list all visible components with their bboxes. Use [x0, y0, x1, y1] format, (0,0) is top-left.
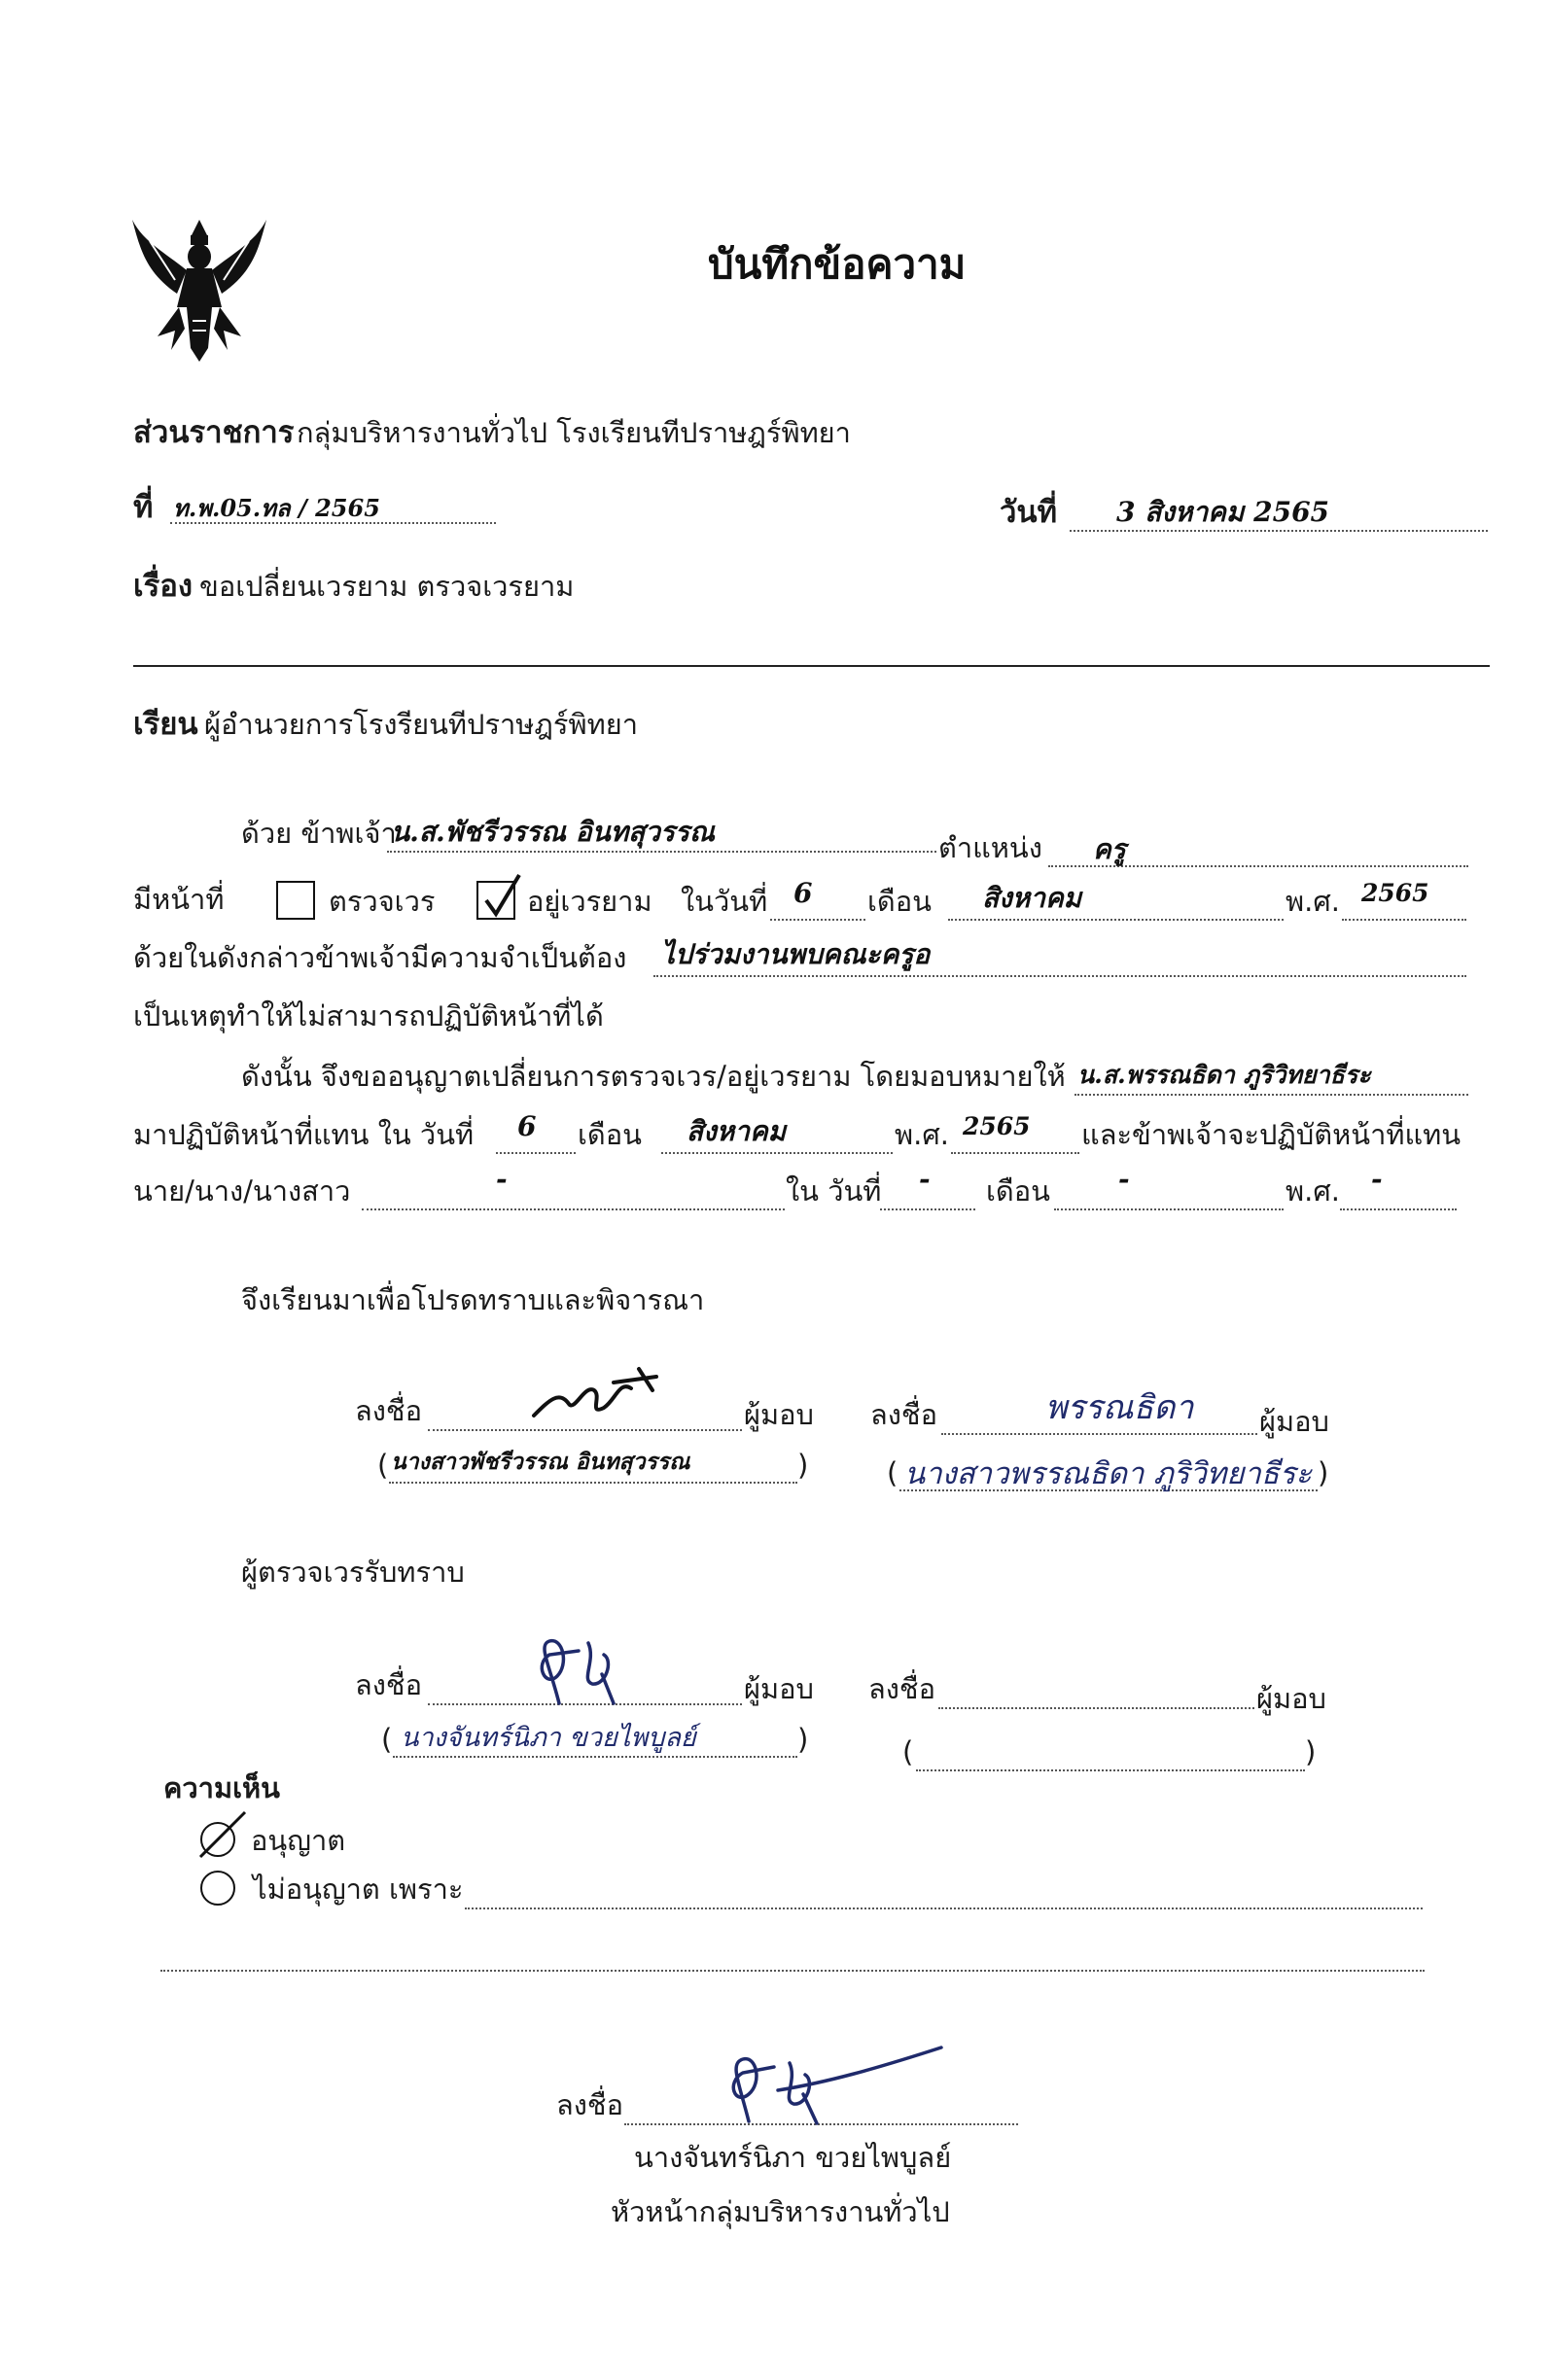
- body-l1-pos-value: ครู: [1093, 833, 1126, 865]
- body-l7-year-label: พ.ศ.: [1286, 1174, 1340, 1208]
- garuda-emblem: [128, 212, 270, 368]
- date-value: 3 สิงหาคม 2565: [1116, 496, 1330, 528]
- approve-mark-icon: [191, 1808, 251, 1863]
- check-duty-label: อยู่เวรยาม: [527, 885, 652, 918]
- body-l7-day-label: ใน วันที่: [786, 1174, 882, 1208]
- body-l1-pos-label: ตำแหน่ง: [938, 831, 1042, 864]
- body-l6-year-dots: [951, 1152, 1079, 1154]
- closing-text: จึงเรียนมาเพื่อโปรดทราบและพิจารณา: [241, 1283, 705, 1316]
- sign-blank-close-paren: ): [1305, 1735, 1317, 1768]
- sign-inspector-name: นางจันทร์นิภา ขวยไพบูลย์: [401, 1723, 696, 1753]
- body-l7-name-dots: [362, 1208, 785, 1210]
- footer-sign-label: ลงชื่อ: [556, 2088, 624, 2121]
- body-l7-month-label: เดือน: [986, 1174, 1050, 1208]
- footer-position: หัวหน้ากลุ่มบริหารงานทั่วไป: [611, 2195, 950, 2228]
- doc-no-value: ท.พ.05.ทล / 2565: [173, 494, 380, 522]
- body-l3-reason: ไปร่วมงานพบคณะครูอ: [661, 938, 931, 970]
- body-l2-duty-label: มีหน้าที่: [133, 883, 225, 916]
- agency-label: ส่วนราชการ: [133, 415, 295, 450]
- body-l7-year-dots: [1340, 1208, 1457, 1210]
- body-l5-prefix: ดังนั้น จึงขออนุญาตเปลี่ยนการตรวจเวร/อยู่เวรยาม โดยมอบหมายให้: [241, 1060, 1066, 1093]
- deny-label: ไม่อนุญาต เพราะ: [253, 1872, 464, 1906]
- sign-left-name: นางสาวพัชรีวรรณ อินทสุวรรณ: [391, 1449, 690, 1475]
- sign-left-dots: [428, 1429, 742, 1431]
- sign-inspector-label: ลงชื่อ: [355, 1668, 423, 1701]
- body-l7-name: -: [496, 1163, 508, 1195]
- sign-left-label: ลงชื่อ: [355, 1394, 423, 1427]
- check-inspect-label: ตรวจเวร: [329, 885, 436, 918]
- body-l1-prefix: ด้วย ข้าพเจ้า: [241, 817, 397, 850]
- sign-inspector-giver-label: ผู้มอบ: [744, 1672, 814, 1705]
- sign-blank-name-dots: [916, 1769, 1305, 1771]
- sign-inspector-close-paren: ): [797, 1723, 809, 1756]
- addressee-label: เรียน: [133, 707, 198, 742]
- inspector-label: ผู้ตรวจเวรรับทราบ: [241, 1556, 465, 1589]
- addressee-value: ผู้อำนวยการโรงรียนทีปราษฎร์พิทยา: [204, 708, 638, 741]
- deny-reason-dots-2: [160, 1970, 1425, 1972]
- body-l6-day: 6: [517, 1110, 537, 1142]
- signature-left: [530, 1361, 661, 1429]
- sign-right-giver-label: ผู้มอบ: [1259, 1405, 1329, 1438]
- sign-right-signature: พรรณธิดา: [1045, 1388, 1194, 1427]
- body-l7-month-dots: [1054, 1208, 1284, 1210]
- body-l7-day: -: [919, 1163, 931, 1195]
- body-l2-day-value: 6: [793, 877, 813, 909]
- footer-name: นางจันทร์นิภา ขวยไพบูลย์: [634, 2141, 952, 2174]
- body-l3-prefix: ด้วยในดังกล่าวข้าพเจ้ามีความจำเป็นต้อง: [133, 941, 627, 974]
- body-l2-day-label: ในวันที่: [681, 885, 768, 918]
- sign-left-open-paren: (: [377, 1449, 389, 1482]
- body-l7-year: -: [1371, 1163, 1383, 1195]
- doc-no-label: ที่: [133, 490, 154, 525]
- body-l4: เป็นเหตุทำให้ไม่สามารถปฏิบัติหน้าที่ได้: [133, 999, 604, 1032]
- sign-right-label: ลงชื่อ: [870, 1398, 938, 1431]
- date-label: วันที่: [1000, 495, 1058, 530]
- body-l1-name: น.ส.พัชรีวรรณ อินทสุวรรณ: [391, 816, 716, 848]
- body-l5-name: น.ส.พรรณธิดา ภูริวิทยาธีระ: [1077, 1061, 1371, 1089]
- agency-value: กลุ่มบริหารงานทั่วไป โรงเรียนทีปราษฎร์พิทยา: [297, 416, 851, 449]
- opinion-label: ความเห็น: [163, 1771, 280, 1804]
- check-mark-icon: [480, 873, 523, 920]
- body-l2-year-value: 2565: [1361, 879, 1429, 907]
- sign-left-close-paren: ): [797, 1449, 809, 1482]
- sign-left-name-dots: [389, 1482, 797, 1484]
- header-divider: [133, 665, 1490, 667]
- body-l2-month-value: สิงหาคม: [982, 882, 1082, 914]
- body-l2-year-dots: [1342, 919, 1466, 921]
- check-inspect-box[interactable]: [276, 881, 315, 920]
- body-l2-month-label: เดือน: [867, 885, 932, 918]
- body-l6-suffix: และข้าพเจ้าจะปฏิบัติหน้าที่แทน: [1081, 1118, 1462, 1151]
- body-l6-month: สิงหาคม: [687, 1115, 787, 1147]
- sign-right-close-paren: ): [1318, 1456, 1329, 1489]
- sign-blank-dots: [938, 1707, 1254, 1709]
- sign-blank-open-paren: (: [902, 1735, 914, 1768]
- sign-blank-giver-label: ผู้มอบ: [1256, 1682, 1326, 1715]
- body-l6-year: 2565: [963, 1112, 1031, 1140]
- sign-blank-label: ลงชื่อ: [868, 1672, 936, 1705]
- body-l6-prefix: มาปฏิบัติหน้าที่แทน ใน วันที่: [133, 1118, 475, 1151]
- sign-inspector-open-paren: (: [381, 1723, 393, 1756]
- sign-left-giver-label: ผู้มอบ: [744, 1398, 814, 1431]
- body-l2-day-dots: [770, 919, 865, 921]
- sign-right-name: นางสาวพรรณธิดา ภูริวิทยาธีระ: [904, 1456, 1312, 1491]
- memo-title: บันทึกข้อความ: [708, 240, 967, 288]
- subject-label: เรื่อง: [133, 569, 194, 604]
- signature-footer: [710, 2034, 943, 2131]
- sign-right-open-paren: (: [887, 1456, 898, 1489]
- subject-value: ขอเปลี่ยนเวรยาม ตรวจเวรยาม: [199, 570, 575, 603]
- signature-inspector: [520, 1626, 647, 1713]
- body-l2-year-label: พ.ศ.: [1286, 885, 1340, 918]
- body-l7-day-dots: [880, 1208, 975, 1210]
- body-l7-month: -: [1118, 1163, 1130, 1195]
- body-l6-day-dots: [496, 1152, 576, 1154]
- sign-right-dots: [941, 1433, 1257, 1435]
- deny-radio[interactable]: [200, 1871, 235, 1906]
- body-l6-year-label: พ.ศ.: [895, 1118, 949, 1151]
- approve-label: อนุญาต: [251, 1824, 346, 1857]
- body-l6-month-label: เดือน: [578, 1118, 642, 1151]
- body-l7-prefix: นาย/นาง/นางสาว: [133, 1174, 351, 1208]
- deny-reason-dots: [465, 1908, 1423, 1909]
